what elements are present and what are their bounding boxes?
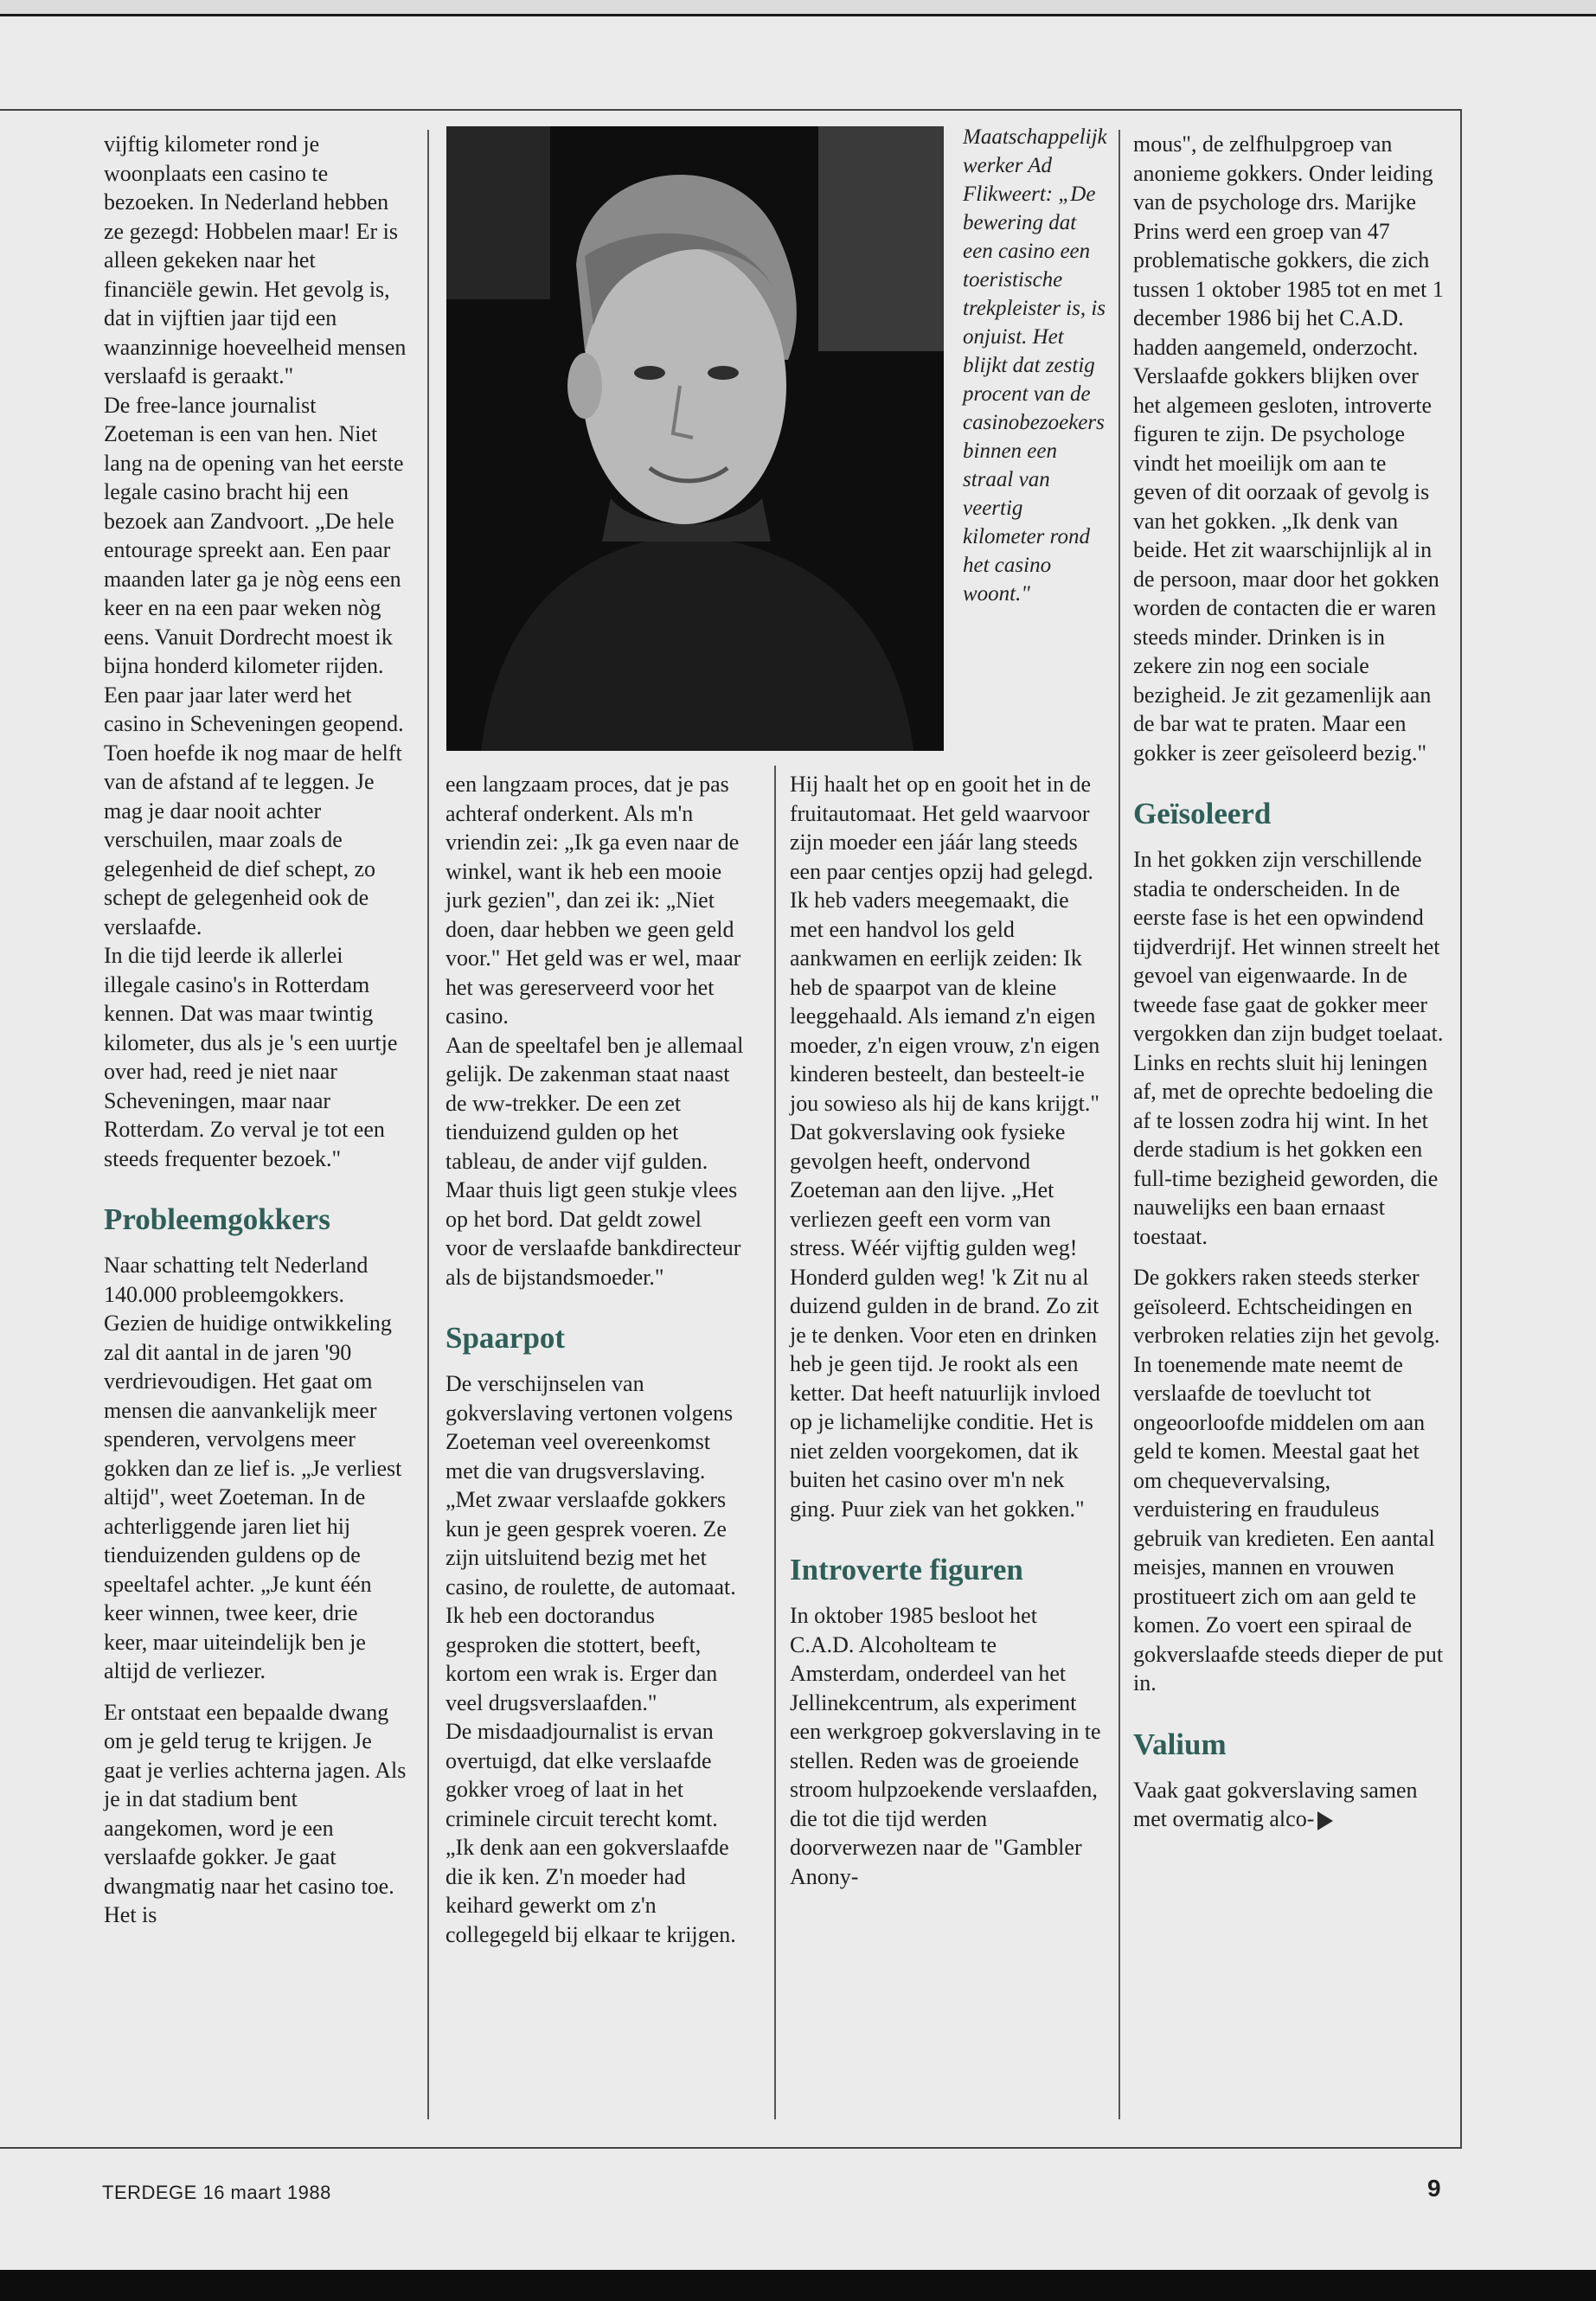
section-heading-valium: Valium <box>1133 1727 1227 1761</box>
page-number: 9 <box>1427 2175 1441 2202</box>
paragraph: In oktober 1985 besloot het C.A.D. Alcoholteam te Amsterdam, onderdeel van het Jellinekcentrum, als experiment een werkgroep gokverslaving in te stellen. Reden was de groeiende stroom hulpzoekende verslaafden, die tot die tijd werden doorverwezen naar de "Gambler Anony- <box>790 1603 1101 1889</box>
column-divider <box>1118 130 1120 2119</box>
column-1 <box>104 130 407 1930</box>
section-heading-geisoleerd: Geïsoleerd <box>1133 797 1272 830</box>
bottom-edge <box>0 2270 1596 2301</box>
paragraph: mous", de zelfhulpgroep van anonieme gokkers. Onder leiding van de psychologe drs. Marijke Prins werd een groep van 47 problematische gokkers, die zich tussen 1 oktober 1985 tot en met 1 december 1986 bij het C.A.D. hadden aangemeld, onderzocht. Verslaafde gokkers blijken over het algemeen gesloten, introverte figuren te zijn. De psychologe vindt het moeilijk om aan te geven of dit oorzaak of gevolg is van het gokken. „Ik denk van beide. Het zit waarschijnlijk al in de persoon, maar door het gokken worden de contacten die er waren steeds minder. Drinken is in zekere zin nog een sociale bezigheid. Je zit gezamenlijk aan de bar wat te praten. Maar een gokker is zeer geïsoleerd bezig." <box>1133 131 1444 766</box>
paragraph: In het gokken zijn verschillende stadia te onderscheiden. In de eerste fase is het een opwindend tijdverdrijf. Het winnen streelt het gevoel van eigenwaarde. In de tweede fase gaat de gokker meer vergokken dan zijn budget toelaat. Links en rechts sluit hij leningen af, met de oprechte bedoeling die af te lossen zodra hij wint. In het derde stadium is het gokken een full-time bezigheid geworden, die nauwelijks een baan ernaast toestaat. <box>1133 847 1444 1249</box>
column-3 <box>790 770 1106 1891</box>
column-2 <box>445 770 748 1949</box>
paragraph: De gokkers raken steeds sterker geïsoleerd. Echtscheidingen en verbroken relaties zijn het gevolg. In toenemende mate neemt de verslaafde de toevlucht tot ongeoorloofde middelen om aan geld te komen. Meestal gaat het om chequevervalsing, verduistering en frauduleus gebruik van kredieten. Een aantal meisjes, mannen en vrouwen prostitueert zich om aan geld te komen. Zo voert een spiraal de gokverslaafde steeds dieper de put in. <box>1133 1265 1444 1695</box>
paragraph: Hij haalt het op en gooit het in de fruitautomaat. Het geld waarvoor zijn moeder een jáár lang steeds een paar centjes opzij had gelegd. Ik heb vaders meegemaakt, die met een handvol los geld aankwamen en eerlijk zeiden: Ik heb de spaarpot van de kleine leeggehaald. Als iemand z'n eigen moeder, z'n eigen vrouw, z'n eigen kinderen besteelt, dan besteelt-ie jou sowieso als hij de kans krijgt." <box>790 772 1100 1116</box>
column-divider <box>774 766 776 2119</box>
section-heading-spaarpot: Spaarpot <box>445 1321 566 1355</box>
paragraph: Aan de speeltafel ben je allemaal gelijk. De zakenman staat naast de ww-trekker. De een zet tienduizend gulden op het tableau, de ander vijf gulden. Maar thuis ligt geen stukje vlees op het bord. Dat geldt zowel voor de verslaafde bankdirecteur als de bijstandsmoeder." <box>445 1032 744 1290</box>
footer-publication: TERDEGE 16 maart 1988 <box>102 2182 331 2203</box>
paragraph: De verschijnselen van gokverslaving vertonen volgens Zoeteman veel overeenkomst met die van drugsverslaving. „Met zwaar verslaafde gokkers kun je geen gesprek voeren. Ze zijn uitsluitend bezig met het casino, de roulette, de automaat. Ik heb een doctorandus gesproken die stottert, beeft, kortom een wrak is. Erger dan veel drugsverslaafden." <box>445 1371 736 1715</box>
paragraph: vijftig kilometer rond je woonplaats een casino te bezoeken. In Nederland hebben ze gezegd: Hobbelen maar! Er is alleen gekeken naar het financiële gewin. Het gevolg is, dat in vijftien jaar tijd een waanzinnige hoeveelheid mensen verslaafd is geraakt." <box>104 131 407 388</box>
paragraph: Dat gokverslaving ook fysieke gevolgen heeft, ondervond Zoeteman aan den lijve. „Het verliezen geeft een vorm van stress. Wéér vijftig gulden weg! Honderd gulden weg! 'k Zit nu al duizend gulden in de brand. Zo zit je te denken. Voor eten en drinken heb je geen tijd. Je rookt als een ketter. Dat heeft natuurlijk invloed op je lichamelijke conditie. Het is niet zelden voorgekomen, dat ik buiten het casino over m'n nek ging. Puur ziek van het gokken." <box>790 1119 1100 1522</box>
paragraph: Er ontstaat een bepaalde dwang om je geld terug te krijgen. Je gaat je verlies achterna jagen. Als je in dat stadium bent aangekomen, word je een verslaafde gokker. Je gaat dwangmatig naar het casino toe. Het is <box>104 1699 407 1927</box>
paragraph: De free-lance journalist Zoeteman is een van hen. Niet lang na de opening van het eerste legale casino bracht hij een bezoek aan Zandvoort. „De hele entourage spreekt aan. Een paar maanden later ga je nòg eens een keer en na een paar weken nòg eens. Vanuit Dordrecht moest ik bijna honderd kilometer rijden. Een paar jaar later werd het casino in Scheveningen geopend. Toen hoefde ik nog maar de helft van de afstand af te leggen. Je mag je daar nooit achter verschuilen, maar zoals de gelegenheid de dief schept, zo schept de gelegenheid ook de verslaafde. <box>104 392 404 939</box>
portrait-photo <box>446 126 944 751</box>
column-4 <box>1133 130 1445 1834</box>
paragraph <box>1133 1776 1445 1834</box>
paragraph-text: Vaak gaat gokverslaving samen met overmatig alco- <box>1133 1777 1418 1831</box>
photo-caption: Maatschappelijk werker Ad Flikweert: „De bewering dat een casino een toeristische trekpleister is, is onjuist. Het blijkt dat zestig procent van de casinobezoekers binnen een straal van veertig kilometer rond het casino woont." <box>963 125 1107 606</box>
column-divider <box>427 130 429 2119</box>
portrait-illustration <box>446 126 944 751</box>
section-heading-introverte-figuren: Introverte figuren <box>790 1553 1023 1586</box>
top-edge <box>0 0 1596 16</box>
arrow-right-icon <box>1317 1811 1333 1830</box>
section-heading-probleemgokkers: Probleemgokkers <box>104 1202 330 1236</box>
paragraph: De misdaadjournalist is ervan overtuigd, dat elke verslaafde gokker vroeg of laat in het criminele circuit terecht komt. „Ik denk aan een gokverslaafde die ik ken. Z'n moeder had keihard gewerkt om z'n collegegeld bij elkaar te krijgen. <box>445 1719 736 1947</box>
paragraph: een langzaam proces, dat je pas achteraf onderkent. Als m'n vriendin zei: „Ik ga even naar de winkel, want ik heb een mooie jurk gezien", dan zei ik: „Niet doen, daar hebben we geen geld voor." Het geld was er wel, maar het was gereserveerd voor het casino. <box>445 772 741 1029</box>
paragraph: In die tijd leerde ik allerlei illegale casino's in Rotterdam kennen. Dat was maar twintig kilometer, dus als je 's een uurtje over had, reed je niet naar Scheveningen, maar naar Rotterdam. Zo verval je tot een steeds frequenter bezoek." <box>104 943 398 1171</box>
paragraph: Naar schatting telt Nederland 140.000 probleemgokkers. Gezien de huidige ontwikkeling zal dit aantal in de jaren '90 verdrievoudigen. Het gaat om mensen die aanvankelijk meer spenderen, vervolgens meer gokken dan ze lief is. „Je verliest altijd", weet Zoeteman. In de achterliggende jaren liet hij tienduizenden guldens op de speeltafel achter. „Je kunt één keer winnen, twee keer, drie keer, maar uiteindelijk ben je altijd de verliezer. <box>104 1253 402 1683</box>
